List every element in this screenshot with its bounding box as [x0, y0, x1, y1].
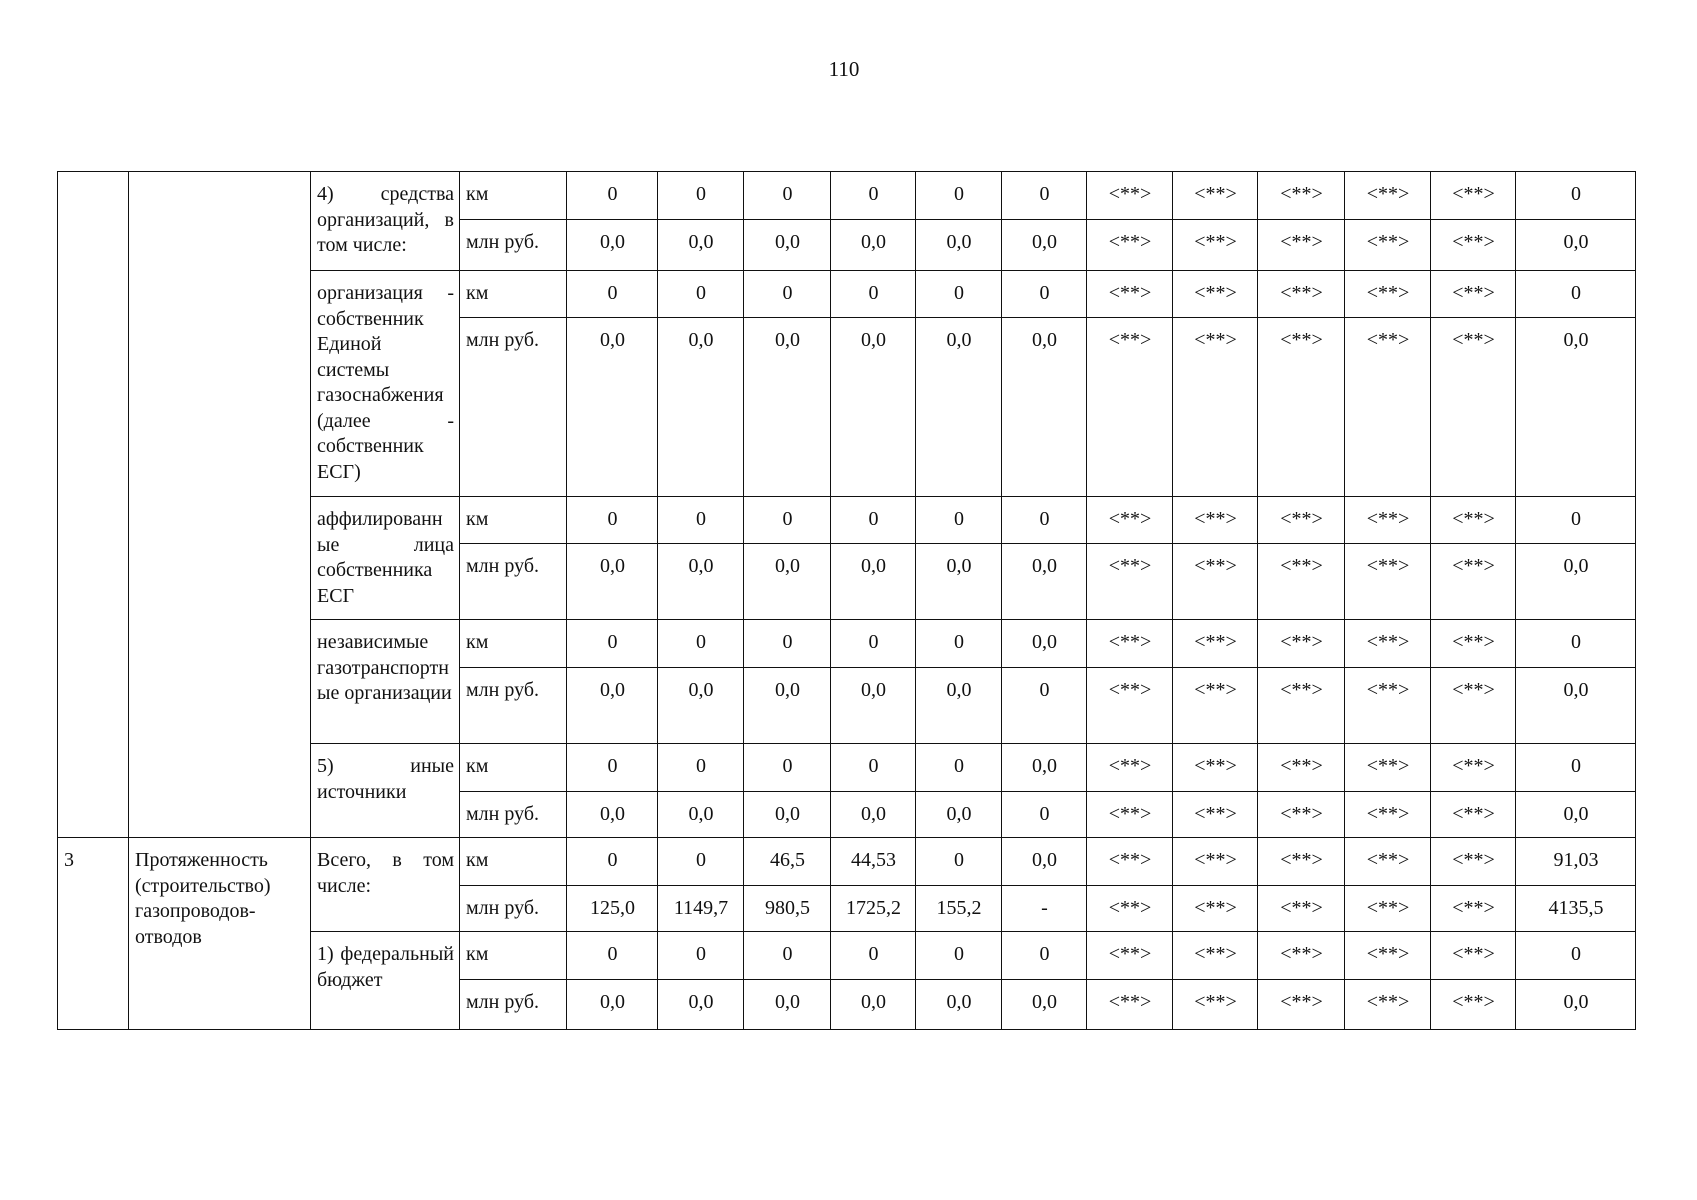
- table-row: [58, 172, 1636, 220]
- value-cell: 0: [567, 620, 658, 668]
- value-cell: <**>: [1345, 980, 1431, 1030]
- value-cell: <**>: [1258, 932, 1345, 980]
- value-cell: 0: [658, 932, 744, 980]
- value-cell: <**>: [1345, 792, 1431, 838]
- value-cell: <**>: [1431, 544, 1516, 620]
- value-cell: <**>: [1173, 668, 1258, 744]
- value-cell: 0: [1516, 172, 1636, 220]
- indicator-name: Протяженность (строительство) газопроводов-отводов: [129, 838, 311, 1030]
- unit-cell: км: [460, 497, 567, 544]
- value-cell: 0,0: [1516, 980, 1636, 1030]
- value-cell: <**>: [1258, 744, 1345, 792]
- value-cell: 0,0: [658, 792, 744, 838]
- value-cell: 0,0: [744, 980, 831, 1030]
- value-cell: 1149,7: [658, 886, 744, 932]
- value-cell: <**>: [1345, 886, 1431, 932]
- value-cell: 0: [744, 497, 831, 544]
- value-cell: <**>: [1173, 792, 1258, 838]
- indicator-name: [129, 172, 311, 838]
- unit-cell: млн руб.: [460, 668, 567, 744]
- value-cell: 0,0: [658, 980, 744, 1030]
- value-cell: <**>: [1258, 620, 1345, 668]
- value-cell: 0,0: [1002, 318, 1087, 497]
- value-cell: <**>: [1431, 620, 1516, 668]
- value-cell: <**>: [1345, 668, 1431, 744]
- value-cell: 0,0: [744, 544, 831, 620]
- value-cell: 0,0: [744, 668, 831, 744]
- value-cell: 1725,2: [831, 886, 916, 932]
- value-cell: <**>: [1345, 932, 1431, 980]
- unit-cell: млн руб.: [460, 886, 567, 932]
- page-number: 110: [828, 57, 860, 81]
- value-cell: <**>: [1258, 172, 1345, 220]
- value-cell: 0: [831, 620, 916, 668]
- value-cell: 0,0: [567, 318, 658, 497]
- value-cell: 0: [1002, 668, 1087, 744]
- value-cell: <**>: [1258, 838, 1345, 886]
- value-cell: 0,0: [744, 220, 831, 271]
- value-cell: 0: [1516, 620, 1636, 668]
- unit-cell: км: [460, 620, 567, 668]
- value-cell: 0,0: [658, 220, 744, 271]
- value-cell: <**>: [1345, 497, 1431, 544]
- unit-cell: млн руб.: [460, 220, 567, 271]
- unit-cell: км: [460, 932, 567, 980]
- value-cell: <**>: [1258, 318, 1345, 497]
- value-cell: <**>: [1087, 980, 1173, 1030]
- unit-cell: км: [460, 271, 567, 318]
- value-cell: 0: [831, 497, 916, 544]
- value-cell: 0: [567, 271, 658, 318]
- funding-source-label: независимые газотранспортные организации: [311, 620, 460, 744]
- value-cell: 0,0: [567, 220, 658, 271]
- value-cell: 0,0: [658, 318, 744, 497]
- value-cell: 0: [658, 271, 744, 318]
- value-cell: 0: [831, 271, 916, 318]
- value-cell: 0: [916, 172, 1002, 220]
- funding-source-label: 4) средства организаций, в том числе:: [311, 172, 460, 271]
- value-cell: 0,0: [1002, 838, 1087, 886]
- value-cell: 0: [658, 838, 744, 886]
- value-cell: 0,0: [916, 544, 1002, 620]
- value-cell: <**>: [1431, 932, 1516, 980]
- value-cell: 0: [1516, 744, 1636, 792]
- value-cell: 0,0: [567, 544, 658, 620]
- value-cell: 0,0: [1002, 620, 1087, 668]
- value-cell: <**>: [1087, 271, 1173, 318]
- value-cell: 0,0: [916, 980, 1002, 1030]
- value-cell: <**>: [1173, 620, 1258, 668]
- value-cell: 0: [1516, 932, 1636, 980]
- value-cell: 125,0: [567, 886, 658, 932]
- value-cell: <**>: [1087, 932, 1173, 980]
- value-cell: 0,0: [831, 668, 916, 744]
- value-cell: 0,0: [916, 318, 1002, 497]
- value-cell: <**>: [1173, 886, 1258, 932]
- value-cell: <**>: [1431, 318, 1516, 497]
- value-cell: 0: [744, 172, 831, 220]
- funding-source-label: 5) иные источники: [311, 744, 460, 838]
- unit-cell: км: [460, 172, 567, 220]
- value-cell: <**>: [1258, 886, 1345, 932]
- value-cell: 0: [916, 744, 1002, 792]
- value-cell: 0,0: [1002, 220, 1087, 271]
- value-cell: 0: [744, 744, 831, 792]
- value-cell: 0,0: [916, 220, 1002, 271]
- value-cell: 4135,5: [1516, 886, 1636, 932]
- value-cell: 0: [1002, 271, 1087, 318]
- value-cell: 0,0: [916, 792, 1002, 838]
- value-cell: <**>: [1173, 497, 1258, 544]
- value-cell: <**>: [1345, 318, 1431, 497]
- value-cell: <**>: [1173, 838, 1258, 886]
- value-cell: 0,0: [916, 668, 1002, 744]
- unit-cell: млн руб.: [460, 980, 567, 1030]
- value-cell: <**>: [1345, 620, 1431, 668]
- value-cell: 0,0: [831, 544, 916, 620]
- value-cell: 0: [1002, 172, 1087, 220]
- value-cell: 155,2: [916, 886, 1002, 932]
- value-cell: 0: [831, 932, 916, 980]
- value-cell: <**>: [1087, 220, 1173, 271]
- value-cell: -: [1002, 886, 1087, 932]
- value-cell: 0: [1516, 271, 1636, 318]
- unit-cell: км: [460, 838, 567, 886]
- value-cell: 0: [567, 932, 658, 980]
- value-cell: 0,0: [567, 668, 658, 744]
- unit-cell: млн руб.: [460, 544, 567, 620]
- value-cell: <**>: [1345, 271, 1431, 318]
- value-cell: 0,0: [1516, 318, 1636, 497]
- value-cell: 44,53: [831, 838, 916, 886]
- value-cell: 0,0: [567, 980, 658, 1030]
- value-cell: <**>: [1087, 792, 1173, 838]
- funding-source-label: Всего, в том числе:: [311, 838, 460, 932]
- value-cell: <**>: [1431, 172, 1516, 220]
- value-cell: 0: [567, 497, 658, 544]
- value-cell: <**>: [1087, 544, 1173, 620]
- value-cell: 0: [831, 172, 916, 220]
- value-cell: 0: [1002, 792, 1087, 838]
- value-cell: 46,5: [744, 838, 831, 886]
- value-cell: 0,0: [658, 544, 744, 620]
- value-cell: <**>: [1431, 744, 1516, 792]
- value-cell: <**>: [1087, 744, 1173, 792]
- value-cell: 0,0: [831, 220, 916, 271]
- unit-cell: млн руб.: [460, 318, 567, 497]
- value-cell: 0,0: [1002, 544, 1087, 620]
- table-row: [58, 838, 1636, 886]
- value-cell: 0: [567, 172, 658, 220]
- value-cell: <**>: [1087, 620, 1173, 668]
- value-cell: 0: [658, 172, 744, 220]
- value-cell: <**>: [1173, 318, 1258, 497]
- value-cell: 0,0: [1002, 744, 1087, 792]
- value-cell: <**>: [1173, 271, 1258, 318]
- value-cell: <**>: [1258, 220, 1345, 271]
- value-cell: <**>: [1431, 980, 1516, 1030]
- value-cell: 0: [658, 497, 744, 544]
- value-cell: 0,0: [1516, 792, 1636, 838]
- value-cell: <**>: [1087, 318, 1173, 497]
- value-cell: <**>: [1431, 792, 1516, 838]
- funding-source-label: организация - собственник Единой системы газоснабжения (далее - собственник ЕСГ): [311, 271, 460, 497]
- value-cell: 980,5: [744, 886, 831, 932]
- value-cell: <**>: [1087, 838, 1173, 886]
- value-cell: 0: [1002, 497, 1087, 544]
- unit-cell: км: [460, 744, 567, 792]
- value-cell: 0: [916, 620, 1002, 668]
- value-cell: 0,0: [831, 980, 916, 1030]
- value-cell: 0: [658, 744, 744, 792]
- value-cell: <**>: [1345, 544, 1431, 620]
- value-cell: 0: [744, 932, 831, 980]
- row-number: 3: [58, 838, 129, 1030]
- value-cell: <**>: [1087, 497, 1173, 544]
- value-cell: <**>: [1173, 744, 1258, 792]
- value-cell: 0,0: [1516, 544, 1636, 620]
- value-cell: <**>: [1173, 220, 1258, 271]
- value-cell: <**>: [1431, 838, 1516, 886]
- value-cell: <**>: [1087, 668, 1173, 744]
- value-cell: <**>: [1345, 172, 1431, 220]
- value-cell: 0: [744, 620, 831, 668]
- value-cell: 0: [1516, 497, 1636, 544]
- value-cell: 0: [916, 271, 1002, 318]
- value-cell: <**>: [1173, 544, 1258, 620]
- funding-source-label: аффилированные лица собственника ЕСГ: [311, 497, 460, 620]
- value-cell: <**>: [1258, 980, 1345, 1030]
- value-cell: <**>: [1431, 668, 1516, 744]
- value-cell: <**>: [1431, 220, 1516, 271]
- value-cell: <**>: [1345, 744, 1431, 792]
- value-cell: 0,0: [567, 792, 658, 838]
- value-cell: <**>: [1258, 668, 1345, 744]
- value-cell: 0: [658, 620, 744, 668]
- value-cell: 0,0: [1516, 220, 1636, 271]
- value-cell: 0,0: [744, 318, 831, 497]
- value-cell: 0,0: [1516, 668, 1636, 744]
- table-body: [58, 172, 1636, 1030]
- value-cell: <**>: [1258, 792, 1345, 838]
- value-cell: 91,03: [1516, 838, 1636, 886]
- value-cell: 0,0: [744, 792, 831, 838]
- value-cell: 0: [1002, 932, 1087, 980]
- value-cell: 0: [744, 271, 831, 318]
- value-cell: <**>: [1431, 497, 1516, 544]
- data-table: [57, 171, 1636, 1030]
- value-cell: 0,0: [831, 318, 916, 497]
- value-cell: 0: [567, 744, 658, 792]
- value-cell: 0: [831, 744, 916, 792]
- value-cell: <**>: [1258, 544, 1345, 620]
- value-cell: 0,0: [831, 792, 916, 838]
- value-cell: <**>: [1431, 886, 1516, 932]
- value-cell: <**>: [1258, 497, 1345, 544]
- value-cell: <**>: [1431, 271, 1516, 318]
- value-cell: 0,0: [658, 668, 744, 744]
- value-cell: <**>: [1258, 271, 1345, 318]
- value-cell: <**>: [1173, 172, 1258, 220]
- value-cell: <**>: [1345, 838, 1431, 886]
- value-cell: 0: [916, 497, 1002, 544]
- value-cell: <**>: [1345, 220, 1431, 271]
- unit-cell: млн руб.: [460, 792, 567, 838]
- value-cell: 0: [916, 932, 1002, 980]
- value-cell: 0,0: [1002, 980, 1087, 1030]
- value-cell: 0: [567, 838, 658, 886]
- value-cell: <**>: [1173, 980, 1258, 1030]
- value-cell: <**>: [1087, 172, 1173, 220]
- row-number: [58, 172, 129, 838]
- value-cell: <**>: [1087, 886, 1173, 932]
- value-cell: 0: [916, 838, 1002, 886]
- value-cell: <**>: [1173, 932, 1258, 980]
- funding-source-label: 1) федеральный бюджет: [311, 932, 460, 1030]
